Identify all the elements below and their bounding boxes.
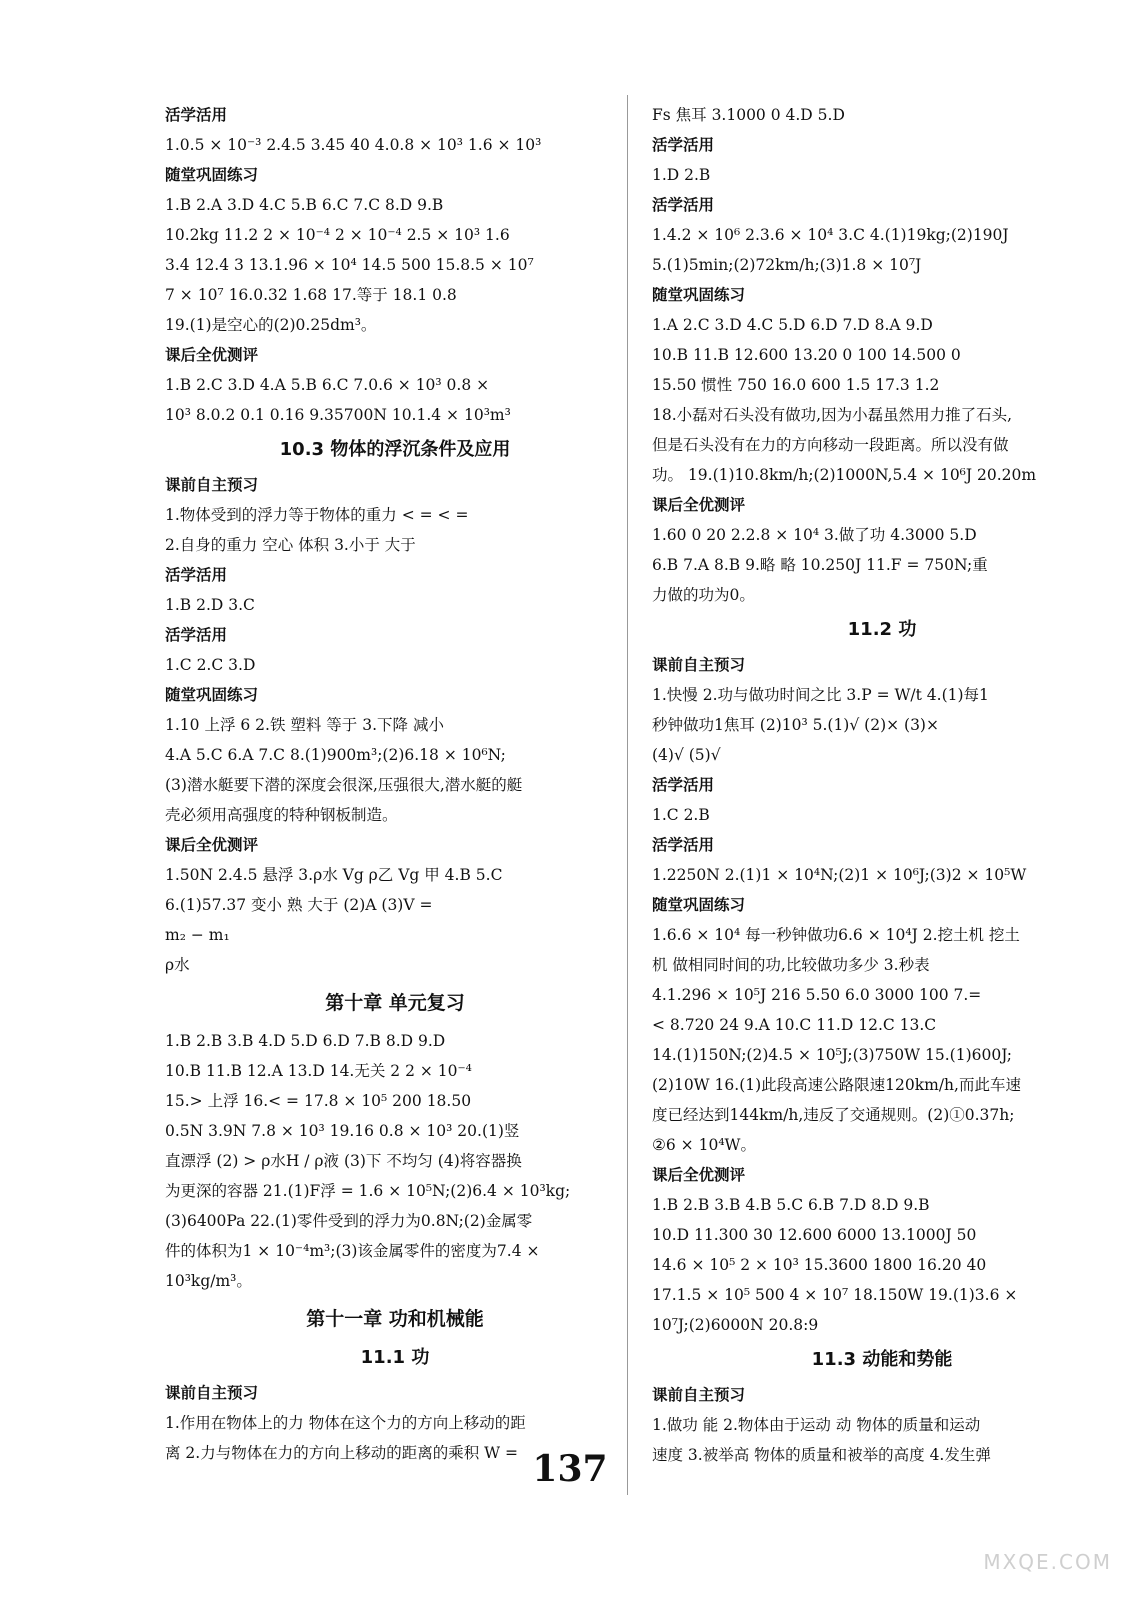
- right-section-heading: 11.3 动能和势能: [811, 1349, 953, 1370]
- left-answer-line: m₂ − m₁: [165, 926, 230, 944]
- left-answer-line: 10.2kg 11.2 2 × 10⁻⁴ 2 × 10⁻⁴ 2.5 × 10³ 1.6: [165, 226, 510, 244]
- right-subheading: 课后全优测评: [652, 1166, 746, 1184]
- left-subheading: 随堂巩固练习: [165, 686, 259, 704]
- left-answer-line: 1.物体受到的浮力等于物体的重力 < = < =: [165, 506, 469, 524]
- left-subheading: 活学活用: [165, 626, 228, 644]
- right-subheading: 活学活用: [652, 836, 715, 854]
- left-subheading: 课前自主预习: [165, 476, 259, 494]
- left-section-heading: 10.3 物体的浮沉条件及应用: [279, 439, 511, 460]
- left-section-heading: 11.1 功: [360, 1347, 430, 1368]
- left-answer-line: 6.(1)57.37 变小 熟 大于 (2)A (3)V =: [165, 896, 433, 914]
- right-answer-line: 18.小磊对石头没有做功,因为小磊虽然用力推了石头,: [652, 406, 1013, 424]
- left-answer-line: 0.5N 3.9N 7.8 × 10³ 19.16 0.8 × 10³ 20.(1)竖: [165, 1122, 520, 1140]
- right-answer-line: 6.B 7.A 8.B 9.略 略 10.250J 11.F = 750N;重: [652, 556, 988, 574]
- left-chapter-heading: 第十一章 功和机械能: [306, 1308, 484, 1330]
- left-answer-line: 7 × 10⁷ 16.0.32 1.68 17.等于 18.1 0.8: [165, 286, 457, 304]
- left-chapter-heading: 第十章 单元复习: [325, 992, 465, 1014]
- right-answer-line: 机 做相同时间的功,比较做功多少 3.秒表: [652, 956, 930, 974]
- right-section-heading: 11.2 功: [847, 619, 917, 640]
- left-answer-line: 壳必须用高强度的特种钢板制造。: [165, 806, 398, 824]
- right-answer-line: (2)10W 16.(1)此段高速公路限速120km/h,而此车速: [652, 1076, 1021, 1094]
- left-subheading: 随堂巩固练习: [165, 166, 259, 184]
- right-answer-line: 14.(1)150N;(2)4.5 × 10⁵J;(3)750W 15.(1)600J;: [652, 1046, 1013, 1064]
- right-subheading: 活学活用: [652, 196, 715, 214]
- left-column: [165, 100, 625, 1468]
- right-answer-line: 1.快慢 2.功与做功时间之比 3.P = W/t 4.(1)每1: [652, 686, 989, 704]
- left-answer-line: 2.自身的重力 空心 体积 3.小于 大于: [165, 536, 416, 554]
- left-answer-line: 1.B 2.B 3.B 4.D 5.D 6.D 7.B 8.D 9.D: [165, 1032, 446, 1050]
- left-subheading: 课后全优测评: [165, 836, 259, 854]
- left-answer-line: 15.> 上浮 16.< = 17.8 × 10⁵ 200 18.50: [165, 1092, 472, 1110]
- column-divider: [627, 95, 628, 1495]
- right-subheading: 课前自主预习: [652, 656, 746, 674]
- right-answer-line: < 8.720 24 9.A 10.C 11.D 12.C 13.C: [652, 1016, 937, 1034]
- right-answer-line: (4)√ (5)√: [652, 746, 721, 764]
- right-answer-line: 1.B 2.B 3.B 4.B 5.C 6.B 7.D 8.D 9.B: [652, 1196, 930, 1214]
- left-answer-line: 4.A 5.C 6.A 7.C 8.(1)900m³;(2)6.18 × 10⁶N;: [165, 746, 506, 764]
- left-answer-line: 19.(1)是空心的(2)0.25dm³。: [165, 316, 377, 334]
- left-subheading: 活学活用: [165, 566, 228, 584]
- left-answer-line: 为更深的容器 21.(1)F浮 = 1.6 × 10⁵N;(2)6.4 × 10³kg;: [165, 1182, 571, 1200]
- left-answer-line: (3)潜水艇要下潜的深度会很深,压强很大,潜水艇的艇: [165, 776, 523, 794]
- left-answer-line: 1.B 2.D 3.C: [165, 596, 255, 614]
- left-answer-line: 3.4 12.4 3 13.1.96 × 10⁴ 14.5 500 15.8.5 × 10⁷: [165, 256, 534, 274]
- left-answer-line: 10³ 8.0.2 0.1 0.16 9.35700N 10.1.4 × 10³m³: [165, 406, 511, 424]
- left-subheading: 课后全优测评: [165, 346, 259, 364]
- right-answer-line: 10.D 11.300 30 12.600 6000 13.1000J 50: [652, 1226, 977, 1244]
- right-column: [652, 100, 1112, 1470]
- right-answer-line: 1.2250N 2.(1)1 × 10⁴N;(2)1 × 10⁶J;(3)2 × 10⁵W: [652, 866, 1027, 884]
- right-answer-line: 1.D 2.B: [652, 166, 711, 184]
- left-answer-line: 1.B 2.A 3.D 4.C 5.B 6.C 7.C 8.D 9.B: [165, 196, 444, 214]
- right-answer-line: 17.1.5 × 10⁵ 500 4 × 10⁷ 18.150W 19.(1)3.6 ×: [652, 1286, 1018, 1304]
- right-answer-line: 1.A 2.C 3.D 4.C 5.D 6.D 7.D 8.A 9.D: [652, 316, 933, 334]
- right-answer-line: 4.1.296 × 10⁵J 216 5.50 6.0 3000 100 7.=: [652, 986, 982, 1004]
- right-answer-line: 15.50 惯性 750 16.0 600 1.5 17.3 1.2: [652, 376, 940, 394]
- page-number: 137: [532, 1448, 608, 1490]
- right-answer-line: 10.B 11.B 12.600 13.20 0 100 14.500 0: [652, 346, 961, 364]
- right-subheading: 随堂巩固练习: [652, 896, 746, 914]
- left-answer-line: 1.0.5 × 10⁻³ 2.4.5 3.45 40 4.0.8 × 10³ 1.6 × 10³: [165, 136, 542, 154]
- right-answer-line: 力做的功为0。: [652, 586, 755, 604]
- left-answer-line: 1.10 上浮 6 2.铁 塑料 等于 3.下降 减小: [165, 716, 444, 734]
- right-answer-line: 1.60 0 20 2.2.8 × 10⁴ 3.做了功 4.3000 5.D: [652, 526, 977, 544]
- right-answer-line: 1.4.2 × 10⁶ 2.3.6 × 10⁴ 3.C 4.(1)19kg;(2)190J: [652, 226, 1009, 244]
- right-answer-line: 1.做功 能 2.物体由于运动 动 物体的质量和运动: [652, 1416, 981, 1434]
- left-answer-line: 1.50N 2.4.5 悬浮 3.ρ水 Vg ρ乙 Vg 甲 4.B 5.C: [165, 866, 503, 884]
- left-subheading: 活学活用: [165, 106, 228, 124]
- right-subheading: 课前自主预习: [652, 1386, 746, 1404]
- left-subheading: 课前自主预习: [165, 1384, 259, 1402]
- right-subheading: 课后全优测评: [652, 496, 746, 514]
- right-subheading: 随堂巩固练习: [652, 286, 746, 304]
- left-answer-line: 10³kg/m³。: [165, 1272, 252, 1290]
- left-answer-line: 直漂浮 (2) > ρ水H / ρ液 (3)下 不均匀 (4)将容器换: [165, 1152, 522, 1170]
- left-answer-line: 离 2.力与物体在力的方向上移动的距离的乘积 W =: [165, 1444, 518, 1462]
- left-answer-line: 1.C 2.C 3.D: [165, 656, 256, 674]
- watermark-text: MXQE.COM: [983, 1550, 1112, 1574]
- right-answer-line: Fs 焦耳 3.1000 0 4.D 5.D: [652, 106, 845, 124]
- right-answer-line: 度已经达到144km/h,违反了交通规则。(2)①0.37h;: [652, 1106, 1015, 1124]
- left-answer-line: 10.B 11.B 12.A 13.D 14.无关 2 2 × 10⁻⁴: [165, 1062, 472, 1080]
- right-answer-line: ②6 × 10⁴W。: [652, 1136, 756, 1154]
- left-answer-line: (3)6400Pa 22.(1)零件受到的浮力为0.8N;(2)金属零: [165, 1212, 533, 1230]
- right-answer-line: 秒钟做功1焦耳 (2)10³ 5.(1)√ (2)× (3)×: [652, 716, 939, 734]
- right-answer-line: 10⁷J;(2)6000N 20.8:9: [652, 1316, 819, 1334]
- right-answer-line: 速度 3.被举高 物体的质量和被举的高度 4.发生弹: [652, 1446, 991, 1464]
- right-answer-line: 但是石头没有在力的方向移动一段距离。所以没有做: [652, 436, 1009, 454]
- right-answer-line: 5.(1)5min;(2)72km/h;(3)1.8 × 10⁷J: [652, 256, 922, 274]
- watermark-logo: [960, 1510, 1120, 1580]
- right-subheading: 活学活用: [652, 776, 715, 794]
- right-answer-line: 1.C 2.B: [652, 806, 710, 824]
- right-answer-line: 功。 19.(1)10.8km/h;(2)1000N,5.4 × 10⁶J 20.20m: [652, 466, 1037, 484]
- left-answer-line: 1.作用在物体上的力 物体在这个力的方向上移动的距: [165, 1414, 526, 1432]
- right-answer-line: 14.6 × 10⁵ 2 × 10³ 15.3600 1800 16.20 40: [652, 1256, 987, 1274]
- left-answer-line: 件的体积为1 × 10⁻⁴m³;(3)该金属零件的密度为7.4 ×: [165, 1242, 540, 1260]
- left-answer-line: ρ水: [165, 956, 190, 974]
- left-answer-line: 1.B 2.C 3.D 4.A 5.B 6.C 7.0.6 × 10³ 0.8 ×: [165, 376, 490, 394]
- right-subheading: 活学活用: [652, 136, 715, 154]
- right-answer-line: 1.6.6 × 10⁴ 每一秒钟做功6.6 × 10⁴J 2.挖土机 挖土: [652, 926, 1020, 944]
